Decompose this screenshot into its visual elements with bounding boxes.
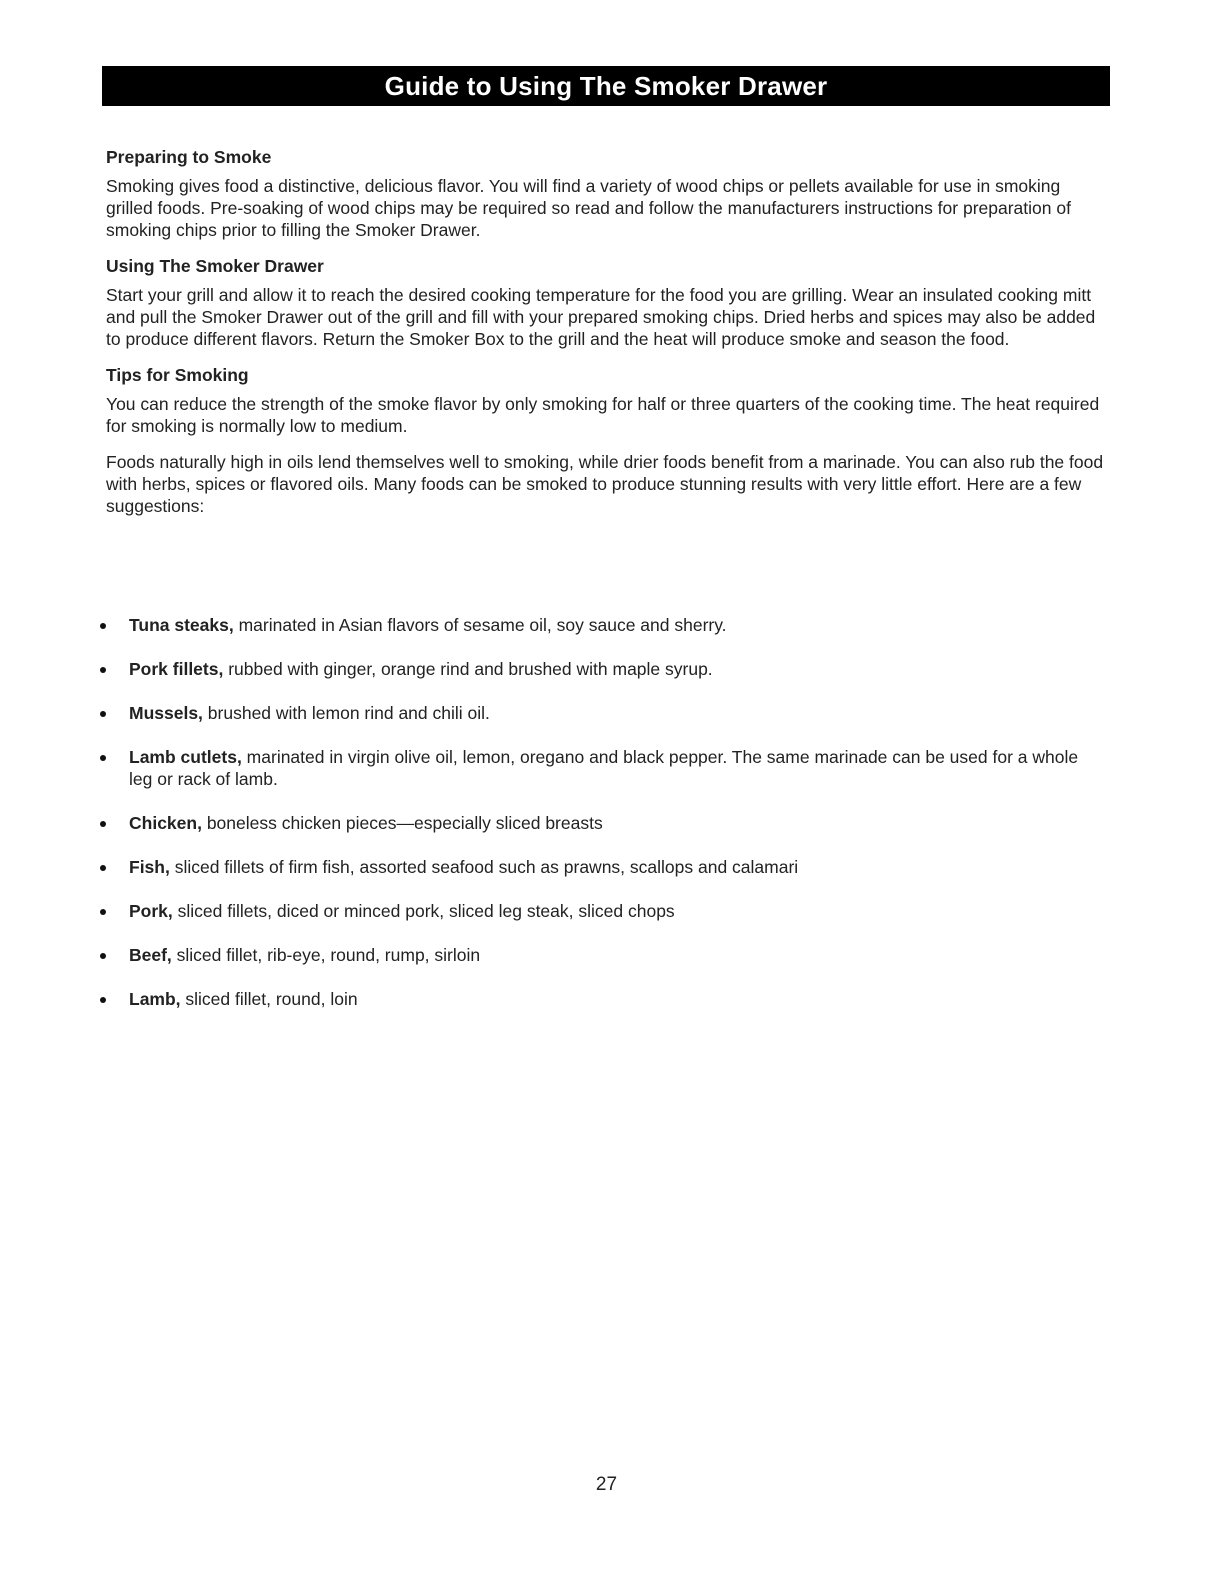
- list-item: [100, 900, 1090, 922]
- bullet-icon: [100, 909, 106, 915]
- food-term: Chicken,: [129, 813, 202, 833]
- list-item: [100, 856, 1090, 878]
- section-preparing-to-smoke: [106, 146, 1106, 241]
- section-using-the-smoker-drawer: [106, 255, 1106, 350]
- food-term: Lamb cutlets,: [129, 747, 242, 767]
- list-item: [100, 614, 1090, 636]
- page-title: Guide to Using The Smoker Drawer: [384, 70, 828, 101]
- food-term: Fish,: [129, 857, 170, 877]
- food-description: sliced fillets, diced or minced pork, sliced leg steak, sliced chops: [172, 901, 675, 921]
- food-term: Beef,: [129, 945, 172, 965]
- bullet-icon: [100, 953, 106, 959]
- bullet-icon: [100, 667, 106, 673]
- section-tips-for-smoking: [106, 364, 1106, 517]
- bullet-icon: [100, 755, 106, 761]
- section-heading: Tips for Smoking: [106, 365, 249, 385]
- document-body: [106, 146, 1106, 531]
- bullet-icon: [100, 623, 106, 629]
- food-description: sliced fillet, round, loin: [180, 989, 358, 1009]
- food-term: Lamb,: [129, 989, 181, 1009]
- food-term: Pork fillets,: [129, 659, 224, 679]
- section-paragraph: You can reduce the strength of the smoke flavor by only smoking for half or three quarters of the cooking time. The heat required for smoking is normally low to medium.: [106, 394, 1100, 436]
- food-term: Tuna steaks,: [129, 615, 234, 635]
- bullet-icon: [100, 711, 106, 717]
- food-description: marinated in Asian flavors of sesame oil, soy sauce and sherry.: [233, 615, 727, 635]
- food-description: sliced fillet, rib-eye, round, rump, sirloin: [171, 945, 481, 965]
- section-heading: Preparing to Smoke: [106, 147, 272, 167]
- suggestions-list: [100, 614, 1090, 1032]
- food-description: marinated in virgin olive oil, lemon, oregano and black pepper. The same marinade can be used for a whole leg or rack of lamb.: [129, 747, 1079, 789]
- food-term: Mussels,: [129, 703, 203, 723]
- list-item: [100, 944, 1090, 966]
- bullet-icon: [100, 865, 106, 871]
- section-paragraph: Foods naturally high in oils lend themselves well to smoking, while drier foods benefit from a marinade. You can also rub the food with herbs, spices or flavored oils. Many foods can be smoked to produce stunning results with very little effort. Here are a few suggestions:: [106, 452, 1104, 516]
- bullet-icon: [100, 997, 106, 1003]
- section-paragraph: Start your grill and allow it to reach the desired cooking temperature for the food you are grilling. Wear an insulated cooking mitt and pull the Smoker Drawer out of the grill and fill with your prepared smoking chips. Dried herbs and spices may also be added to produce different flavors. Return the Smoker Box to the grill and the heat will produce smoke and season the food.: [106, 285, 1096, 349]
- food-description: rubbed with ginger, orange rind and brushed with maple syrup.: [223, 659, 713, 679]
- list-item: [100, 746, 1090, 790]
- list-item: [100, 658, 1090, 680]
- food-term: Pork,: [129, 901, 173, 921]
- page-number: 27: [595, 1474, 618, 1495]
- food-description: sliced fillets of firm fish, assorted seafood such as prawns, scallops and calamari: [169, 857, 799, 877]
- list-item: [100, 988, 1090, 1010]
- list-item: [100, 812, 1090, 834]
- list-item: [100, 702, 1090, 724]
- section-paragraph: Smoking gives food a distinctive, delicious flavor. You will find a variety of wood chips or pellets available for use in smoking grilled foods. Pre-soaking of wood chips may be required so read and follow the manufacturers instructions for preparation of smoking chips prior to filling the Smoker Drawer.: [106, 176, 1071, 240]
- food-description: brushed with lemon rind and chili oil.: [202, 703, 490, 723]
- section-heading: Using The Smoker Drawer: [106, 256, 324, 276]
- page-title-banner: [102, 66, 1110, 106]
- food-description: boneless chicken pieces—especially sliced breasts: [201, 813, 603, 833]
- bullet-icon: [100, 821, 106, 827]
